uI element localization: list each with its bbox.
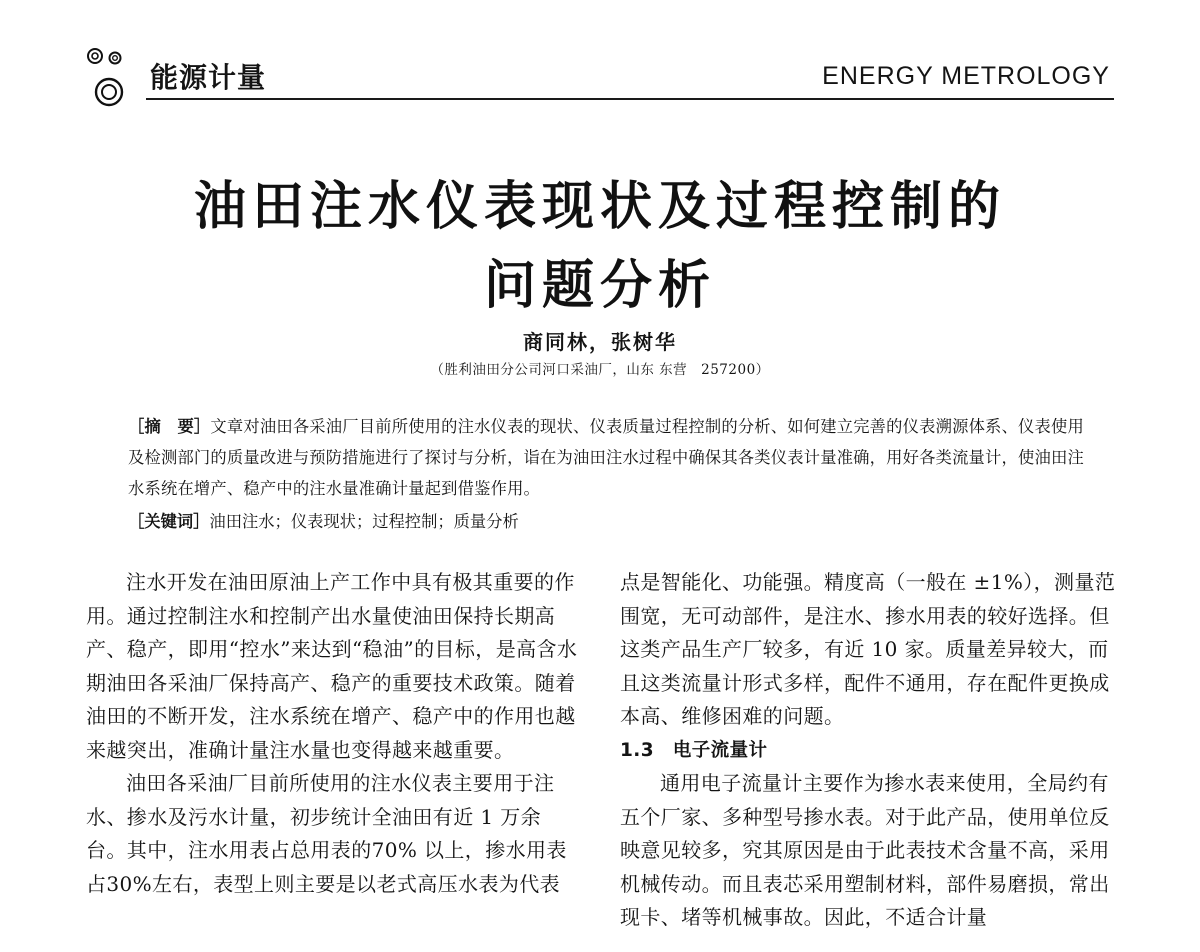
paragraph: 油田各采油厂目前所使用的注水仪表主要用于注水、掺水及污水计量，初步统计全油田有近 1 万余台。其中，注水用表占总用表的70% 以上，掺水用表占30%左右，表型上则主要是以老式高压水表为代表: [86, 771, 567, 896]
abstract-label: ［摘 要］: [128, 417, 211, 436]
article-title-line-1: 油田注水仪表现状及过程控制的: [193, 176, 1006, 237]
body-column-right: [620, 566, 1116, 935]
body-column-left: [86, 566, 580, 901]
section-heading: 1.3 电子流量计: [620, 739, 768, 761]
abstract-text: 文章对油田各采油厂目前所使用的注水仪表的现状、仪表质量过程控制的分析、如何建立完善的仪表溯源体系、仪表使用及检测部门的质量改进与预防措施进行了探讨与分析，诣在为油田注水过程中确保其各类仪表计量准确，用好各类流量计，使油田注水系统在增产、稳产中的注水量准确计量起到借鉴作用。: [128, 417, 1084, 498]
paragraph: 注水开发在油田原油上产工作中具有极其重要的作用。通过控制注水和控制产出水量使油田保持长期高产、稳产，即用“控水”来达到“稳油”的目标，是高含水期油田各采油厂保持高产、稳产的重要技术政策。随着油田的不断开发，注水系统在增产、稳产中的作用也越来越突出，准确计量注水量也变得越来越重要。: [86, 570, 578, 762]
keywords-text: 油田注水；仪表现状；过程控制；质量分析: [209, 512, 519, 531]
keywords: [128, 510, 1088, 534]
paragraph: 通用电子流量计主要作为掺水表来使用，全局约有五个厂家、多种型号掺水表。对于此产品，使用单位反映意见较多，究其原因是由于此表技术含量不高，采用机械传动。而且表芯采用塑制材料，部件易磨损，常出现卡、堵等机械事故。因此，不适合计量: [620, 771, 1110, 929]
running-header: [0, 0, 1200, 110]
article-title-line-2: 问题分析: [483, 255, 716, 316]
journal-name-cn: 能源计量: [150, 61, 267, 94]
journal-logo-rings-icon: [86, 44, 148, 114]
keywords-label: ［关键词］: [128, 512, 210, 531]
header-rule: [146, 98, 1114, 100]
affiliation: （胜利油田分公司河口采油厂，山东 东营 257200）: [430, 362, 770, 378]
abstract: [128, 411, 1088, 504]
authors: 商同林，张树华: [523, 330, 677, 354]
paragraph: 点是智能化、功能强。精度高（一般在 ±1%），测量范围宽，无可动部件，是注水、掺水用表的较好选择。但这类产品生产厂较多，有近 10 家。质量差异较大，而且这类流量计形式多样，配件不通用，存在配件更换成本高、维修困难的问题。: [620, 570, 1116, 728]
journal-name-en: ENERGY METROLOGY: [822, 62, 1110, 90]
